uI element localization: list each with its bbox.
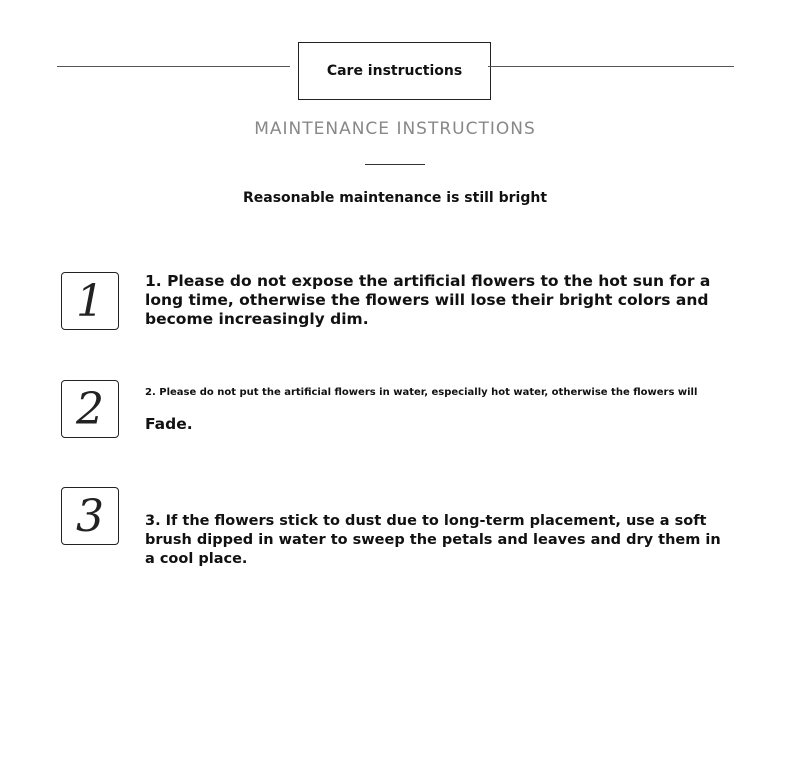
header-rule-right	[488, 66, 734, 67]
subtitle-divider	[365, 164, 425, 165]
step-2-text: 2. Please do not put the artificial flowers in water, especially hot water, otherwise the flowers will	[145, 387, 698, 398]
page-subtitle: MAINTENANCE INSTRUCTIONS	[254, 119, 536, 139]
step-2-text-continued: Fade.	[145, 415, 193, 433]
page-tagline: Reasonable maintenance is still bright	[242, 190, 548, 206]
step-number-3: 3	[61, 487, 119, 545]
header-rule-left	[57, 66, 290, 67]
step-1-text: 1. Please do not expose the artificial flowers to the hot sun for a long time, otherwise the flowers will lose their bright colors and become increasingly dim.	[145, 272, 711, 328]
page-title: Care instructions	[298, 42, 491, 100]
step-3-text: 3. If the flowers stick to dust due to long-term placement, use a soft brush dipped in water to sweep the petals and leaves and dry them in a cool place.	[145, 513, 721, 567]
step-number-1: 1	[61, 272, 119, 330]
step-number-2: 2	[61, 380, 119, 438]
